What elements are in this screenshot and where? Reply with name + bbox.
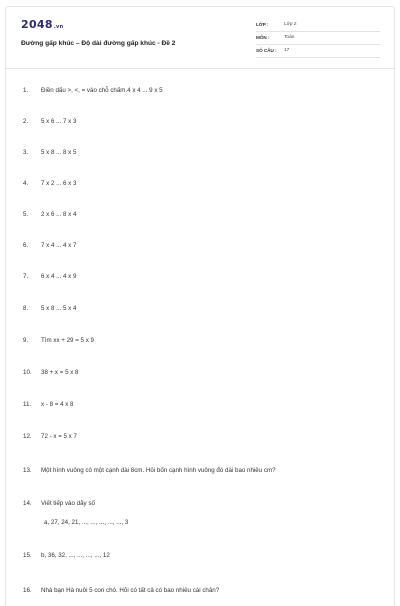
logo-text: 2048 — [21, 18, 53, 31]
meta-row-subject — [256, 32, 380, 45]
question-text: 72 - x = 5 x 7 — [41, 433, 77, 440]
question-text: 6 x 4 ... 4 x 9 — [41, 273, 77, 280]
question-number: 14. — [23, 500, 32, 507]
meta-label: MÔN : — [256, 35, 270, 40]
question-item — [23, 211, 76, 218]
question-text: Tìm xx + 29 = 5 x 9 — [41, 337, 94, 344]
meta-row-count — [256, 45, 380, 58]
question-item — [23, 337, 94, 344]
question-number: 7. — [23, 273, 29, 280]
meta-value: Lớp 2 — [284, 22, 297, 27]
meta-info — [256, 19, 380, 58]
meta-label: LỚP : — [256, 22, 269, 27]
question-number: 2. — [23, 118, 29, 125]
question-item — [23, 149, 76, 156]
question-item — [23, 180, 76, 187]
question-text: x - 8 = 4 x 8 — [41, 401, 74, 408]
question-number: 8. — [23, 305, 29, 312]
question-number: 9. — [23, 337, 29, 344]
question-item — [23, 552, 110, 559]
question-number: 13. — [23, 467, 32, 474]
meta-value: Toán — [284, 35, 295, 40]
question-item — [23, 587, 219, 594]
question-number: 3. — [23, 149, 29, 156]
question-text: Một hình vuông có một cạnh dài 8cm. Hỏi bốn cạnh hình vuông đó dài bao nhiêu cm? — [41, 467, 276, 474]
question-text: 7 x 2 ... 6 x 3 — [41, 180, 77, 187]
question-number: 12. — [23, 433, 32, 440]
question-text: Viết tiếp vào dãy số — [41, 500, 95, 507]
question-number: 1. — [23, 87, 29, 94]
question-number: 15. — [23, 552, 32, 559]
question-item — [23, 273, 76, 280]
question-item — [23, 118, 76, 125]
question-number: 10. — [23, 369, 32, 376]
meta-value: 17 — [284, 48, 290, 53]
question-text: 2 x 6 ... 8 x 4 — [41, 211, 77, 218]
site-logo[interactable] — [21, 18, 63, 31]
question-item — [23, 500, 95, 507]
meta-row-grade — [256, 19, 380, 32]
question-text: 38 + x = 5 x 8 — [41, 369, 79, 376]
question-subtext: a, 27, 24, 21, ..., ..., ..., ..., ..., 3 — [44, 519, 129, 526]
question-item — [23, 369, 79, 376]
question-text: 7 x 4 ... 4 x 7 — [41, 242, 77, 249]
question-number: 11. — [23, 401, 32, 408]
question-text: b, 36, 32, ..., ..., ..., ..., 12 — [41, 552, 110, 559]
page-title: Đường gấp khúc – Độ dài đường gấp khúc - Đề 2 — [21, 40, 176, 47]
question-number: 5. — [23, 211, 29, 218]
question-text: 5 x 8 ... 8 x 5 — [41, 149, 77, 156]
question-number: 16. — [23, 587, 32, 594]
worksheet — [5, 6, 395, 606]
question-item — [23, 467, 276, 474]
logo-tld: .vn — [53, 24, 64, 30]
question-text: 5 x 6 ... 7 x 3 — [41, 118, 77, 125]
worksheet-header — [6, 7, 394, 69]
question-item — [23, 242, 76, 249]
question-number: 6. — [23, 242, 29, 249]
question-item — [23, 433, 77, 440]
question-text: Nhà bạn Hà nuôi 5 con chó. Hỏi có tất cả có bao nhiêu cái chân? — [41, 587, 220, 594]
question-text: Điền dấu >, <, = vào chỗ chấm.4 x 4 ... 9 x 5 — [41, 87, 163, 94]
question-item — [23, 305, 76, 312]
question-item — [23, 87, 163, 94]
question-text: 5 x 8 ... 5 x 4 — [41, 305, 77, 312]
question-number: 4. — [23, 180, 29, 187]
question-item — [23, 401, 74, 408]
meta-label: SỐ CÂU : — [256, 48, 277, 53]
